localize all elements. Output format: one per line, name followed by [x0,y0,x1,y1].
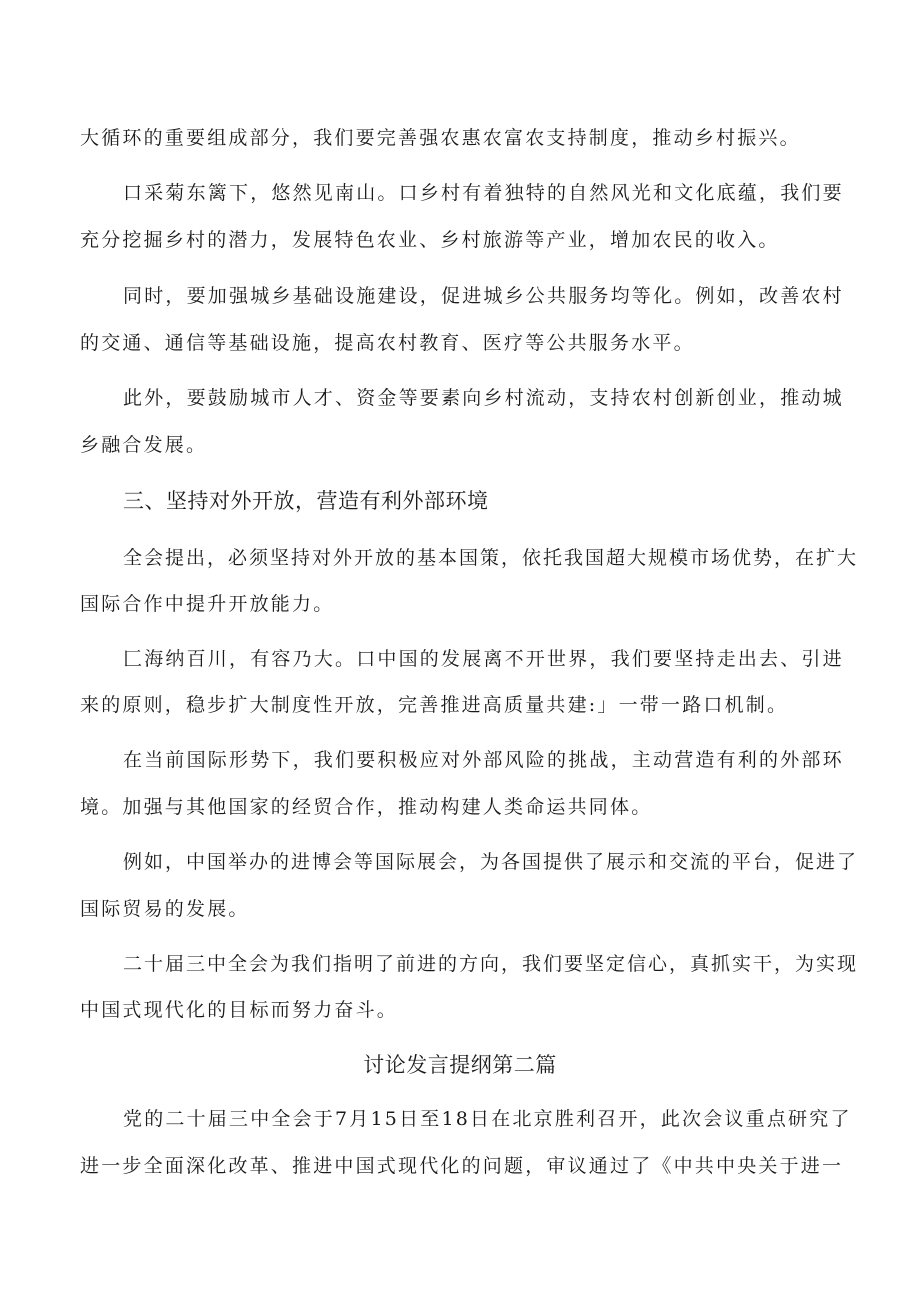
text-line-5: 的交通、通信等基础设施，提高农村教育、医疗等公共服务水平。 [80,332,695,354]
text-line-14: 例如，中国举办的进博会等国际展会，为各国提供了展示和交流的平台，促进了 [123,851,859,873]
text-line-18: 党的二十届三中全会于7月15日至18日在北京胜利召开，此次会议重点研究了 [123,1108,852,1130]
text-line-17: 中国式现代化的目标而努力奋斗。 [80,999,399,1021]
text-line-16: 二十届三中全会为我们指明了前进的方向，我们要坚定信心，真抓实干，为实现 [123,953,859,975]
text-line-19: 进一步全面深化改革、推进中国式现代化的问题，审议通过了《中共中央关于进一 [80,1155,844,1177]
section-heading: 三、坚持对外开放，营造有利外部环境 [123,489,489,513]
text-line-7: 乡融合发展。 [80,434,208,456]
text-line-4: 同时，要加强城乡基础设施建设，促进城乡公共服务均等化。例如，改善农村 [123,285,844,307]
article-title: 讨论发言提纲第二篇 [363,1053,557,1077]
text-line-11: 来的原则，稳步扩大制度性开放，完善推进高质量共建:」一带一路口机制。 [80,694,789,716]
text-line-3: 充分挖掘乡村的潜力，发展特色农业、乡村旅游等产业，增加农民的收入。 [80,229,780,251]
text-line-2: 口采菊东篱下，悠然见南山。口乡村有着独特的自然风光和文化底蕴，我们要 [123,182,844,204]
text-line-15: 国际贸易的发展。 [80,898,250,920]
text-line-13: 境。加强与其他国家的经贸合作，推动构建人类命运共同体。 [80,796,653,818]
text-line-9: 国际合作中提升开放能力。 [80,593,335,615]
text-line-1: 大循环的重要组成部分，我们要完善强农惠农富农支持制度，推动乡村振兴。 [80,127,801,149]
text-line-6: 此外，要鼓励城市人才、资金等要素向乡村流动，支持农村创新创业，推动城 [123,387,844,409]
text-line-10: 匚海纳百川，有容乃大。口中国的发展离不开世界，我们要坚持走出去、引进 [123,648,844,670]
text-line-12: 在当前国际形势下，我们要积极应对外部风险的挑战，主动营造有利的外部环 [123,749,844,771]
text-line-8: 全会提出，必须坚持对外开放的基本国策，依托我国超大规模市场优势，在扩大 [123,547,859,569]
